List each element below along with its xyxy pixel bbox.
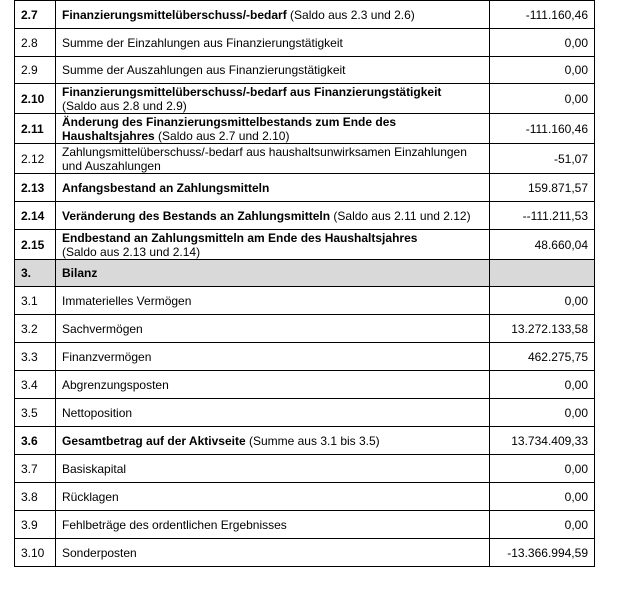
row-value: 0,00 [490, 29, 595, 57]
row-label: Veränderung des Bestands an Zahlungsmitteln [62, 208, 331, 223]
row-number: 2.12 [15, 144, 56, 174]
row-number: 3.9 [15, 511, 56, 539]
row-number: 2.15 [15, 230, 56, 260]
financial-table-body [15, 1, 595, 567]
table-row [15, 84, 595, 114]
table-row [15, 114, 595, 144]
row-note: (Saldo aus 2.13 und 2.14) [62, 244, 201, 259]
row-number: 3.1 [15, 287, 56, 315]
row-number: 3. [15, 260, 56, 287]
row-number: 3.5 [15, 399, 56, 427]
row-value: 0,00 [490, 455, 595, 483]
row-description [56, 84, 490, 114]
row-number: 3.4 [15, 371, 56, 399]
row-description [56, 539, 490, 567]
row-note: (Summe aus 3.1 bis 3.5) [245, 433, 380, 448]
row-value: -111.160,46 [490, 114, 595, 144]
row-description [56, 511, 490, 539]
row-label: Endbestand an Zahlungsmitteln am Ende des Haushaltsjahres [62, 230, 418, 245]
table-row [15, 144, 595, 174]
table-row [15, 343, 595, 371]
section-header-row [15, 260, 595, 287]
row-label: Finanzierungsmittelüberschuss/-bedarf [62, 7, 287, 22]
row-description [56, 230, 490, 260]
row-number: 2.11 [15, 114, 56, 144]
row-value: 0,00 [490, 511, 595, 539]
table-row [15, 511, 595, 539]
row-value: 13.272.133,58 [490, 315, 595, 343]
row-label: Abgrenzungsposten [62, 377, 169, 392]
row-value: 0,00 [490, 287, 595, 315]
row-description [56, 371, 490, 399]
row-description [56, 315, 490, 343]
row-label: Änderung des Finanzierungsmittelbestands zum Ende des Haushaltsjahres [62, 114, 397, 143]
row-description [56, 427, 490, 455]
row-description [56, 174, 490, 202]
table-row [15, 57, 595, 84]
row-value: 159.871,57 [490, 174, 595, 202]
row-description [56, 343, 490, 371]
row-value: 462.275,75 [490, 343, 595, 371]
row-value: 48.660,04 [490, 230, 595, 260]
row-description [56, 57, 490, 84]
table-row [15, 371, 595, 399]
row-label: Gesamtbetrag auf der Aktivseite [62, 433, 246, 448]
table-row [15, 174, 595, 202]
row-description [56, 399, 490, 427]
row-value [490, 260, 595, 287]
row-description [56, 287, 490, 315]
row-value: 0,00 [490, 84, 595, 114]
table-row [15, 539, 595, 567]
row-number: 3.3 [15, 343, 56, 371]
row-label: Finanzierungsmittelüberschuss/-bedarf aus Finanzierungstätigkeit [62, 84, 442, 99]
table-row [15, 287, 595, 315]
row-description [56, 1, 490, 29]
row-number: 2.9 [15, 57, 56, 84]
row-description [56, 260, 490, 287]
row-label: Immaterielles Vermögen [62, 293, 192, 308]
row-label: Fehlbeträge des ordentlichen Ergebnisses [62, 517, 287, 532]
row-description [56, 202, 490, 230]
row-number: 2.14 [15, 202, 56, 230]
table-row [15, 230, 595, 260]
row-label: Basiskapital [62, 461, 127, 476]
row-value: 0,00 [490, 483, 595, 511]
table-row [15, 29, 595, 57]
row-note: (Saldo aus 2.7 und 2.10) [154, 128, 290, 143]
row-note: (Saldo aus 2.3 und 2.6) [286, 7, 415, 22]
row-description [56, 144, 490, 174]
row-description [56, 114, 490, 144]
row-number: 3.8 [15, 483, 56, 511]
table-row [15, 315, 595, 343]
row-number: 3.2 [15, 315, 56, 343]
table-row [15, 483, 595, 511]
row-value: 0,00 [490, 371, 595, 399]
row-description [56, 29, 490, 57]
row-number: 3.7 [15, 455, 56, 483]
row-number: 2.7 [15, 1, 56, 29]
row-label: Bilanz [62, 266, 98, 280]
row-value: 13.734.409,33 [490, 427, 595, 455]
row-label: Sonderposten [62, 545, 137, 560]
row-number: 2.10 [15, 84, 56, 114]
row-label: Anfangsbestand an Zahlungsmitteln [62, 180, 270, 195]
row-value: -111.160,46 [490, 1, 595, 29]
row-note: (Saldo aus 2.11 und 2.12) [330, 208, 471, 223]
row-value: -13.366.994,59 [490, 539, 595, 567]
table-row [15, 1, 595, 29]
row-note: (Saldo aus 2.8 und 2.9) [62, 98, 187, 113]
row-label: Nettoposition [62, 405, 133, 420]
row-value: -51,07 [490, 144, 595, 174]
row-value: 0,00 [490, 57, 595, 84]
row-label: Summe der Einzahlungen aus Finanzierungstätigkeit [62, 35, 343, 50]
row-number: 3.6 [15, 427, 56, 455]
row-description [56, 483, 490, 511]
table-row [15, 399, 595, 427]
row-number: 3.10 [15, 539, 56, 567]
row-label: Finanzvermögen [62, 349, 152, 364]
row-value: --111.211,53 [490, 202, 595, 230]
row-label: Rücklagen [62, 489, 119, 504]
row-label: Zahlungsmittelüberschuss/-bedarf aus haushaltsunwirksamen Einzahlungen und Auszahlungen [62, 144, 467, 173]
row-label: Summe der Auszahlungen aus Finanzierungstätigkeit [62, 63, 346, 77]
table-row [15, 427, 595, 455]
financial-table [14, 0, 595, 567]
row-number: 2.13 [15, 174, 56, 202]
table-row [15, 455, 595, 483]
row-number: 2.8 [15, 29, 56, 57]
row-label: Sachvermögen [62, 321, 143, 336]
row-value: 0,00 [490, 399, 595, 427]
row-description [56, 455, 490, 483]
table-row [15, 202, 595, 230]
